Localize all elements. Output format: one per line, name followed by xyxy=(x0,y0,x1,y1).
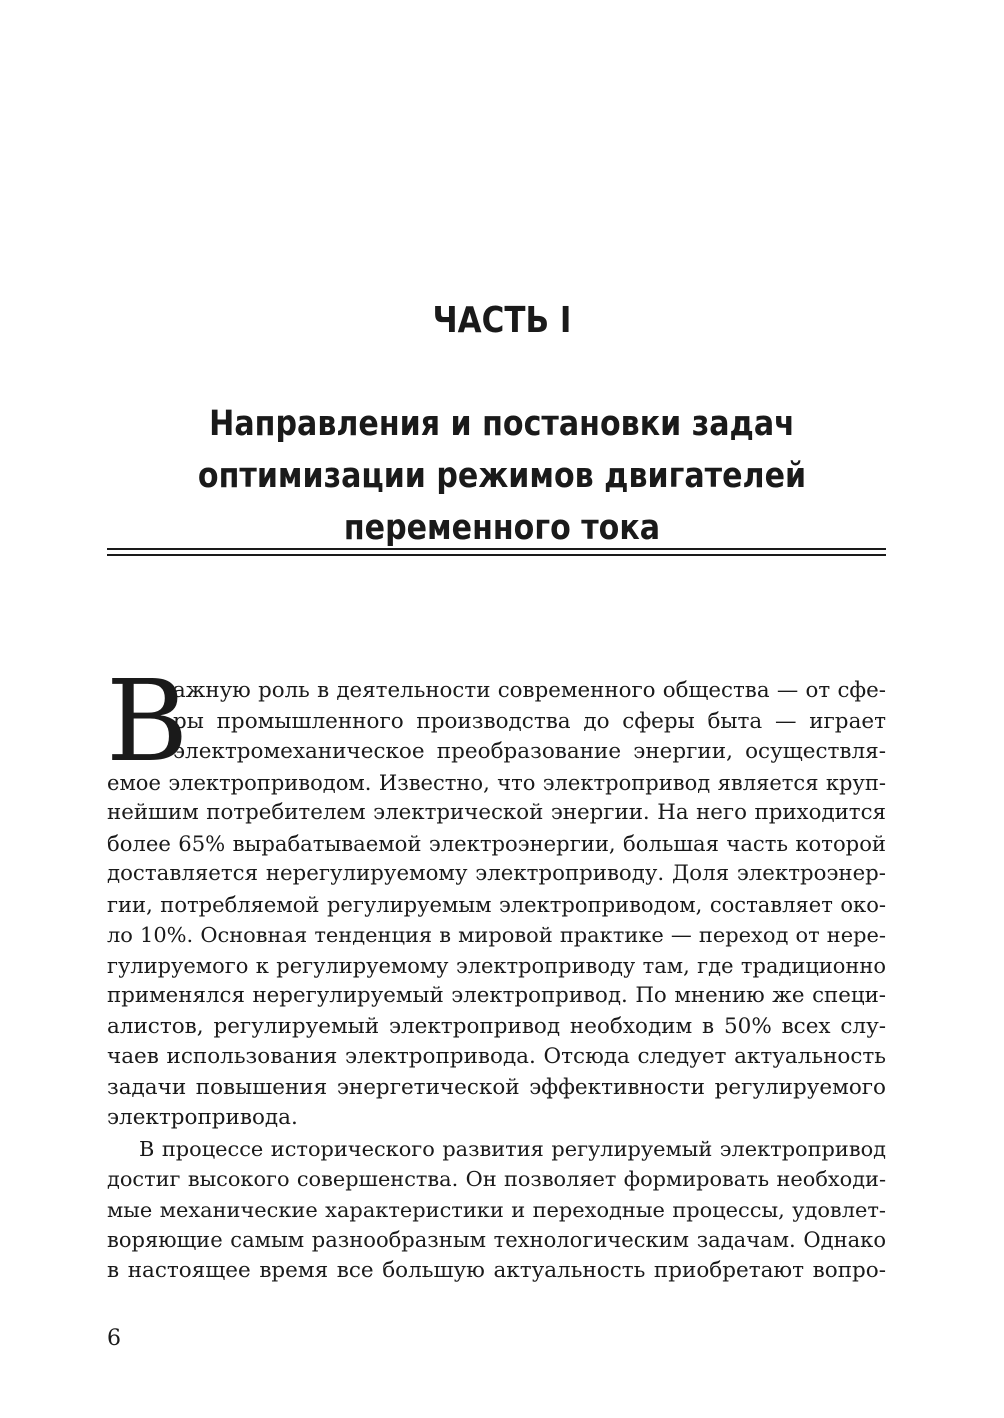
text-line: ло 10%. Основная тенденция в мировой практике — переход от нере- xyxy=(107,923,886,947)
text-line: достиг высокого совершенства. Он позволяет формировать необходи- xyxy=(107,1167,886,1191)
rule-line-bottom xyxy=(107,554,886,556)
text-line: емое электроприводом. Известно, что электропривод является круп- xyxy=(107,769,886,795)
part-title-line: Направления и постановки задач xyxy=(209,404,795,444)
body-text xyxy=(106,657,886,1286)
text-line: В процессе исторического развития регулируемый электропривод xyxy=(139,1136,886,1161)
part-label: ЧАСТЬ I xyxy=(432,300,572,341)
text-line: нейшим потребителем электрической энергии. На него приходится xyxy=(107,800,886,825)
part-title xyxy=(0,398,1004,554)
part-title-line: оптимизации режимов двигателей xyxy=(197,456,807,496)
text-line: воряющие самым разнообразным технологическим задачам. Однако xyxy=(107,1227,886,1252)
text-line: применялся нерегулируемый электропривод. По мнению же специ- xyxy=(107,983,886,1008)
text-line: гулируемого к регулируемому электроприводу там, где традиционно xyxy=(107,953,886,978)
text-line: ажную роль в деятельности современного общества — от сфе- xyxy=(173,678,886,703)
drop-cap: В xyxy=(106,657,189,787)
text-line: электромеханическое преобразование энергии, осуществля- xyxy=(173,739,886,764)
page-number: 6 xyxy=(107,1326,121,1351)
text-line: алистов, регулируемый электропривод необходим в 50% всех слу- xyxy=(107,1013,886,1039)
text-line: задачи повышения энергетической эффективности регулируемого xyxy=(107,1074,886,1100)
rule-line-top xyxy=(107,548,886,550)
text-line: более 65% вырабатываемой электроэнергии, большая часть которой xyxy=(107,830,886,856)
text-line: гии, потребляемой регулируемым электроприводом, составляет око- xyxy=(107,891,886,917)
text-line: чаев использования электропривода. Отсюда следует актуальность xyxy=(107,1044,886,1069)
text-line: ры промышленного производства до сферы быта — играет xyxy=(173,708,886,734)
text-line: электропривода. xyxy=(107,1105,298,1130)
part-title-line: переменного тока xyxy=(343,508,661,548)
text-line: в настоящее время все большую актуальность приобретают вопро- xyxy=(107,1257,886,1283)
text-line: доставляется нерегулируемому электроприводу. Доля электроэнер- xyxy=(107,861,886,886)
double-rule-divider xyxy=(107,548,886,558)
text-line: мые механические характеристики и переходные процессы, удовлет- xyxy=(107,1197,886,1222)
